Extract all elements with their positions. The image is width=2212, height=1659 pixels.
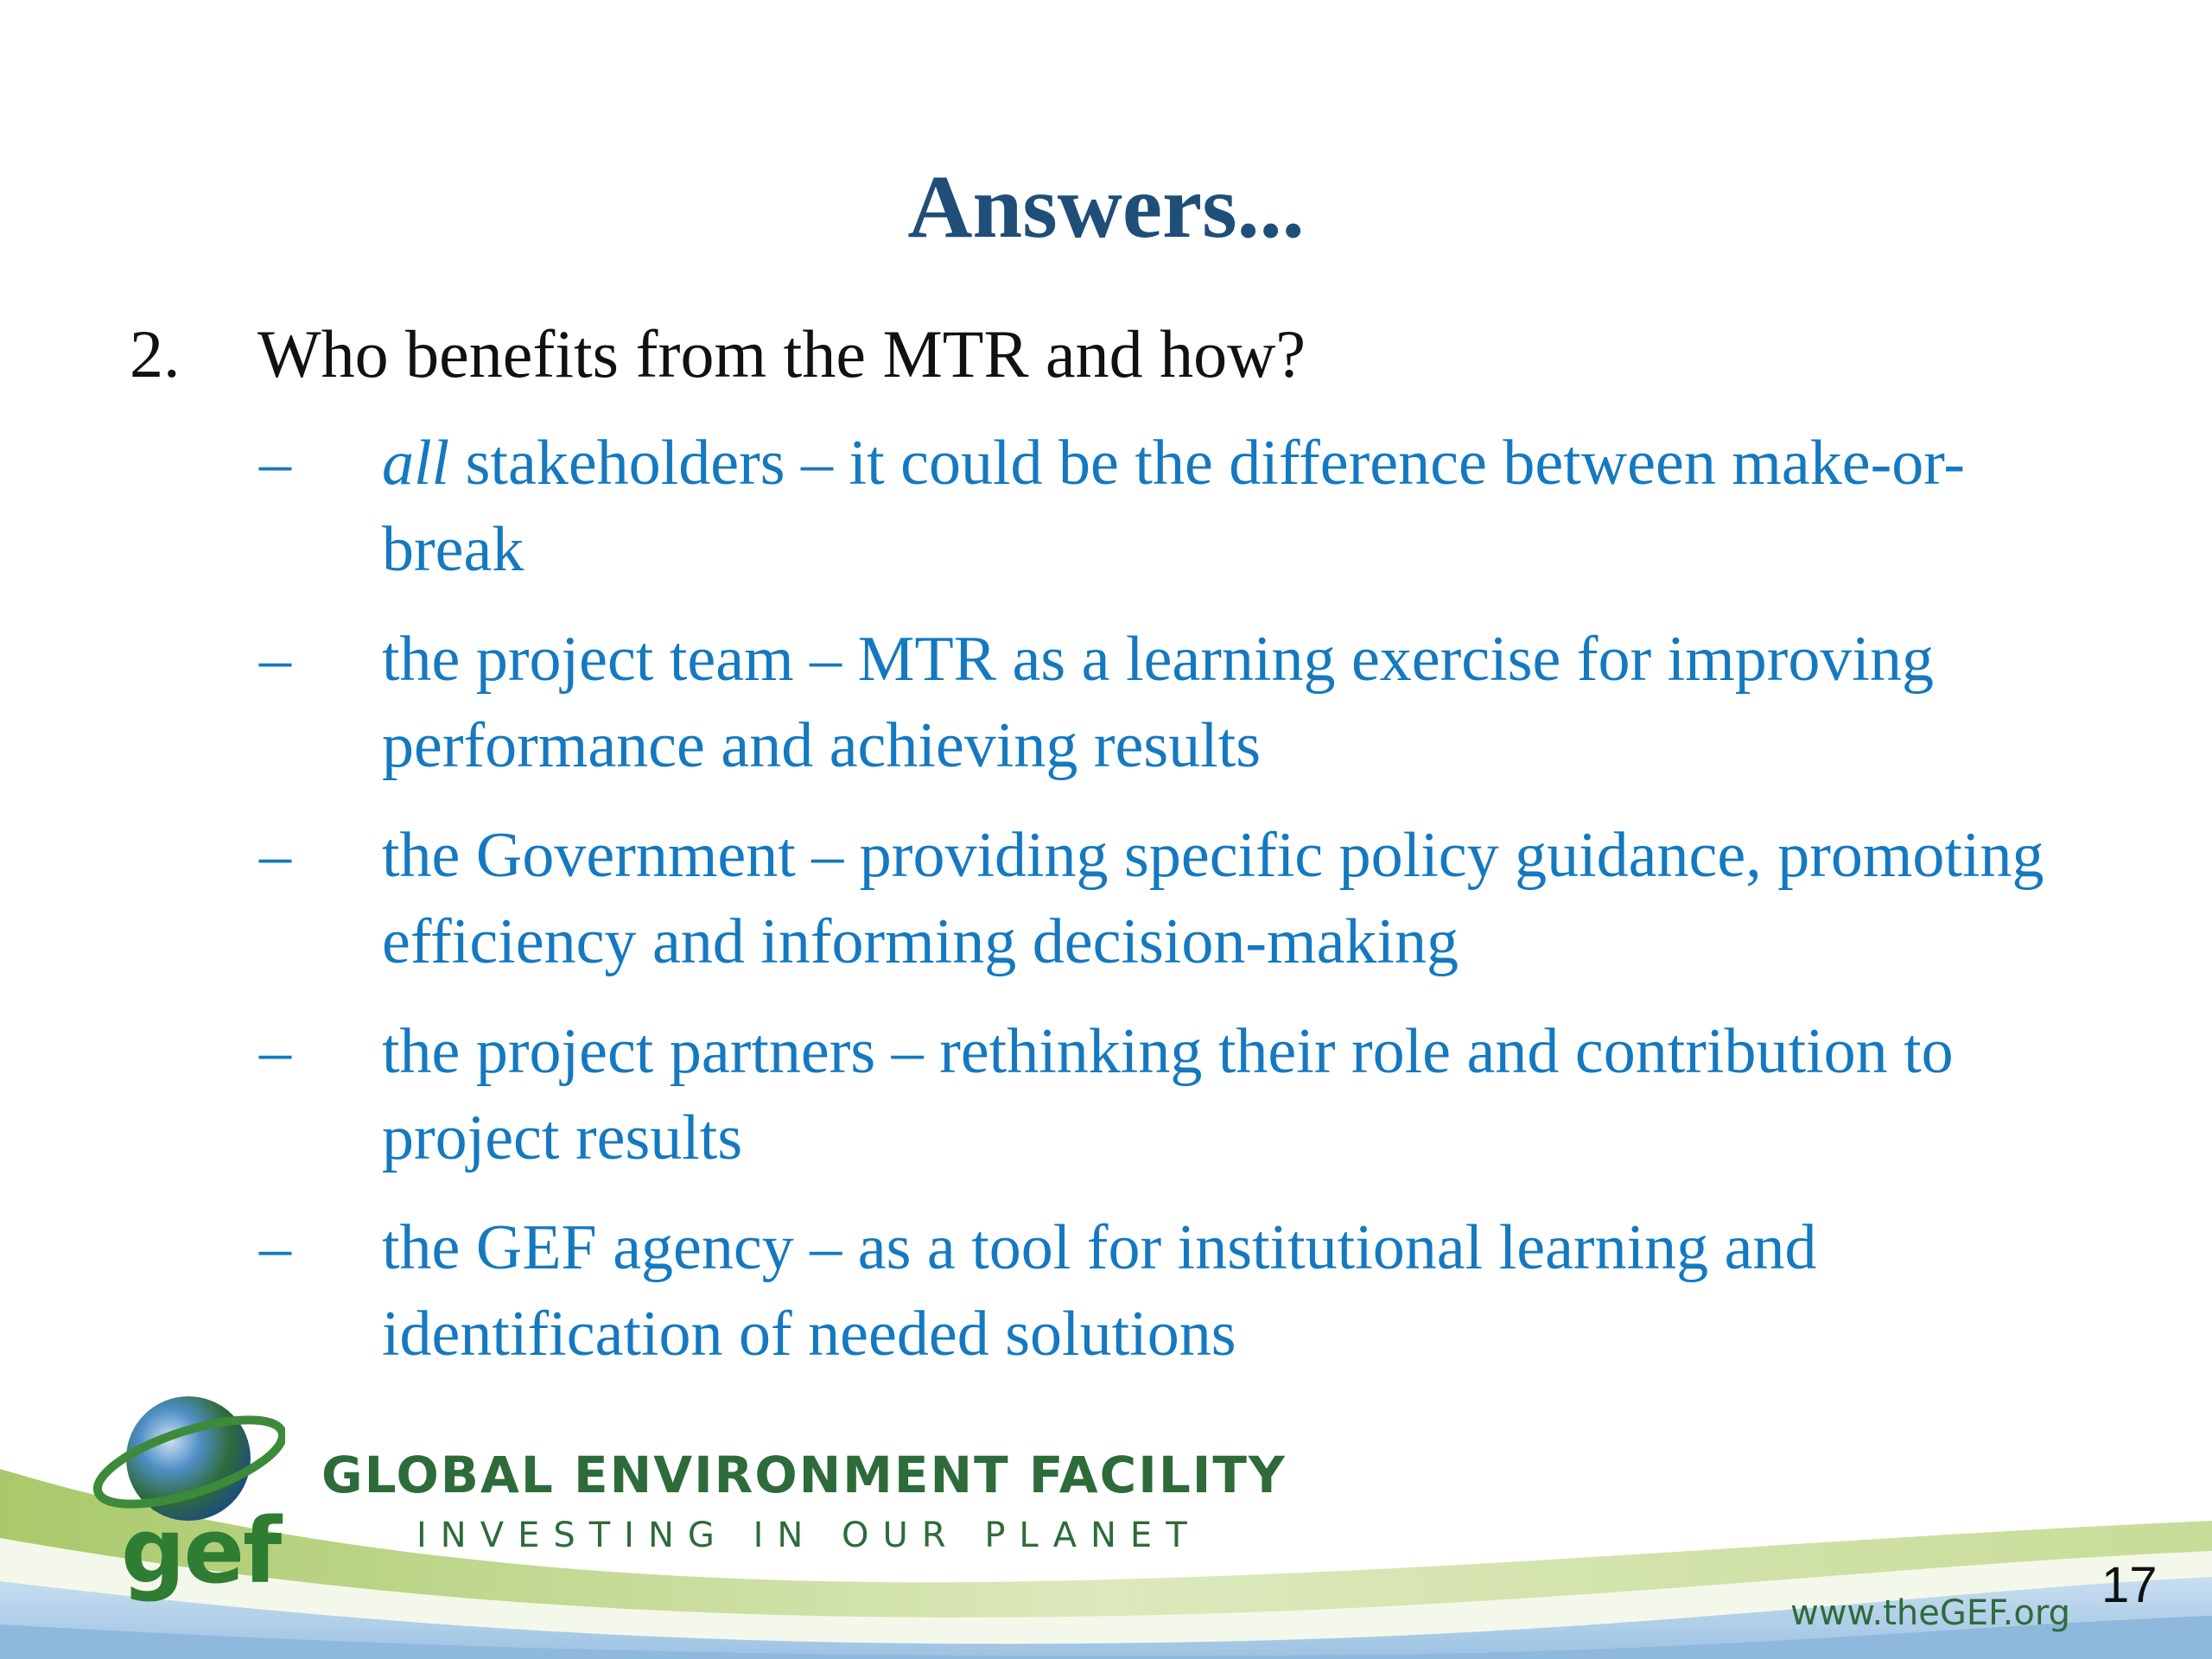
answer-item-project-partners bbox=[259, 1008, 2091, 1181]
question bbox=[130, 313, 1306, 396]
bullet-dash: – bbox=[259, 1016, 291, 1087]
bullet-dash: – bbox=[259, 820, 291, 891]
answer-item-stakeholders bbox=[259, 420, 2091, 593]
slide-title: Answers... bbox=[907, 157, 1305, 257]
website-link[interactable]: www.theGEF.org bbox=[1790, 1593, 2071, 1633]
org-tagline: INVESTING IN OUR PLANET bbox=[416, 1516, 1201, 1555]
question-number: 2. bbox=[130, 316, 181, 391]
page-number: 17 bbox=[2101, 1557, 2158, 1613]
answer-item-government bbox=[259, 812, 2091, 985]
answer-text: stakeholders – it could be the difference between make-or-break bbox=[382, 428, 1966, 585]
answer-item-gef-agency bbox=[259, 1205, 2091, 1377]
bullet-dash: – bbox=[259, 428, 291, 499]
answer-text: the project partners – rethinking their role and contribution to project results bbox=[382, 1016, 1954, 1173]
bullet-dash: – bbox=[259, 624, 291, 695]
answer-item-project-team bbox=[259, 616, 2091, 789]
answer-text: the GEF agency – as a tool for institutional learning and identification of needed solutions bbox=[382, 1212, 1817, 1370]
question-text: Who benefits from the MTR and how? bbox=[257, 316, 1306, 391]
answer-list bbox=[259, 420, 2091, 1401]
gef-wordmark: gef bbox=[121, 1498, 281, 1604]
bullet-dash: – bbox=[259, 1212, 291, 1283]
answer-text: the project team – MTR as a learning exercise for improving performance and achieving results bbox=[382, 624, 1934, 781]
org-name: GLOBAL ENVIRONMENT FACILITY bbox=[321, 1446, 1287, 1504]
answer-emphasis: all bbox=[382, 428, 450, 499]
answer-text: the Government – providing specific policy guidance, promoting efficiency and informing decision-making bbox=[382, 820, 2044, 977]
